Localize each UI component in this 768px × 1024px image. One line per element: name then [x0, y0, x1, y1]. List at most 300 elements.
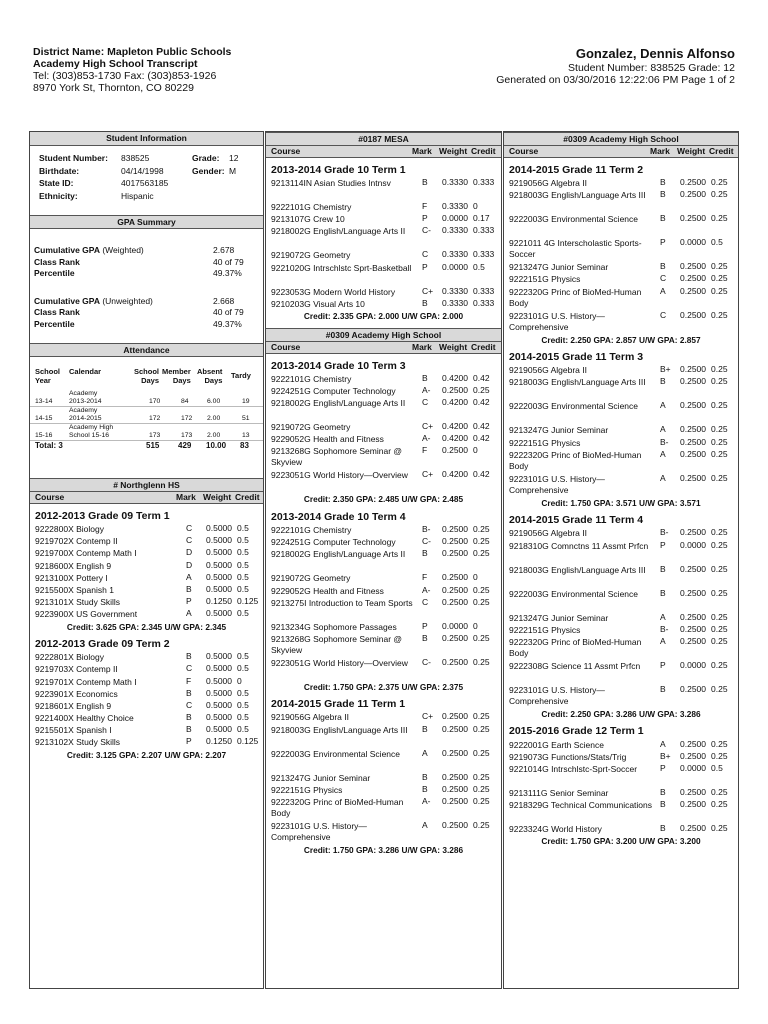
course-mark: F [422, 201, 428, 212]
course-mark: C+ [422, 711, 434, 722]
course-credit: 0.25 [711, 261, 728, 272]
course-name: 9222003G Environmental Science [271, 748, 400, 759]
course-weight: 0.2500 [442, 747, 468, 758]
course-weight: 0.2500 [680, 376, 706, 387]
course-credit: 0.25 [473, 523, 490, 534]
unweighted-percentile-value: 49.37% [213, 318, 242, 329]
course-credit: 0.333 [473, 285, 495, 296]
course-mark: B [660, 376, 666, 387]
att-school-days: 170 [149, 398, 161, 405]
course-credit: 0.5 [711, 237, 723, 248]
course-weight: 0.2500 [442, 723, 468, 734]
course-row [266, 398, 501, 422]
course-name: 9222308G Science 11 Assmt Prfcn [509, 660, 641, 671]
course-weight: 0.2500 [442, 783, 468, 794]
course-credit: 0.25 [711, 659, 728, 670]
course-credit: 0.25 [473, 723, 490, 734]
course-credit: 0.25 [711, 177, 728, 188]
column-header [30, 492, 263, 504]
course-credit: 0.5 [237, 651, 249, 662]
course-credit: 0.333 [473, 225, 495, 236]
course-weight: 0.2500 [442, 771, 468, 782]
course-credit: 0.125 [237, 596, 259, 607]
course-mark: C [186, 699, 193, 710]
course-mark: P [422, 620, 428, 631]
course-weight: 0.5000 [206, 663, 232, 674]
school-phone: Tel: (303)853-1730 Fax: (303)853-1926 [33, 70, 217, 82]
course-mark: B [422, 548, 428, 559]
course-row [504, 450, 738, 474]
course-weight: 0.2500 [442, 632, 468, 643]
ethnicity-value: Hispanic [121, 190, 154, 201]
course-mark: A [422, 747, 428, 758]
course-row [30, 677, 263, 689]
course-name: 9213101X Study Skills [35, 597, 121, 608]
att-calendar: Academy 2014-2015 [69, 407, 102, 422]
column-left [29, 131, 264, 989]
course-name: 9219700X Contemp Math I [35, 548, 137, 559]
course-credit: 0.25 [711, 309, 728, 320]
course-name: 9222320G Princ of BioMed-Human Body [509, 449, 642, 471]
course-name: 9213114IN Asian Studies Intnsv [271, 178, 391, 189]
course-name: 9218002G English/Language Arts II [271, 397, 406, 408]
course-weight: 0.5000 [206, 675, 232, 686]
term-total: Credit: 2.335 GPA: 2.000 U/W GPA: 2.000 [303, 311, 464, 321]
att-h-school-year: School Year [35, 367, 61, 385]
col-label-mark: Mark [412, 341, 432, 352]
section-title: #0309 Academy High School [504, 132, 738, 146]
course-row [504, 274, 738, 286]
att-absent-days: 2.00 [207, 432, 221, 439]
course-mark: F [422, 572, 428, 583]
course-credit: 0.42 [473, 433, 490, 444]
course-name: 9219056G Algebra II [509, 178, 587, 189]
course-name: 9223051G World History—Overview [271, 657, 408, 668]
course-mark: B+ [660, 364, 671, 375]
course-name: 9222001G Earth Science [509, 739, 604, 750]
birthdate-value: 04/14/1998 [121, 165, 164, 176]
course-name: 9224251G Computer Technology [271, 537, 396, 548]
course-row [266, 712, 501, 724]
course-credit: 0.25 [711, 623, 728, 634]
course-name: 9223101G U.S. History—Comprehensive [509, 310, 605, 332]
course-weight: 0.4200 [442, 396, 468, 407]
course-row [266, 470, 501, 494]
term-title: 2012-2013 Grade 09 Term 2 [35, 638, 170, 651]
course-name: 9223101G U.S. History—Comprehensive [271, 821, 367, 843]
course-credit: 0.5 [237, 584, 249, 594]
att-year: 15-16 [35, 432, 53, 439]
course-row [504, 311, 738, 335]
course-mark: P [660, 539, 666, 550]
section-title: # Northglenn HS [30, 478, 263, 492]
course-mark: C [186, 663, 193, 674]
course-name: 9229052G Health and Fitness [271, 585, 384, 596]
course-credit: 0.25 [473, 656, 490, 667]
course-credit: 0.5 [237, 559, 249, 570]
course-credit: 0.333 [473, 249, 495, 260]
course-name: 9213247G Junior Seminar [509, 262, 609, 273]
section-title: #0309 Academy High School [266, 328, 501, 342]
course-mark: C+ [422, 420, 434, 431]
col-label-course: Course [271, 146, 301, 156]
att-calendar: Academy High School 15-16 [69, 424, 114, 439]
course-weight: 0.2500 [442, 572, 468, 583]
course-weight: 0.2500 [680, 750, 706, 761]
course-credit: 0.5 [711, 762, 723, 773]
course-weight: 0.3330 [442, 249, 468, 260]
state-id-value: 4017563185 [121, 178, 169, 188]
course-name: 9219072G Geometry [271, 250, 351, 261]
district-name: District Name: Mapleton Public Schools [33, 46, 232, 58]
course-credit: 0.25 [711, 436, 728, 447]
course-mark: B [660, 563, 666, 574]
course-mark: B [660, 799, 666, 810]
term-title: 2014-2015 Grade 11 Term 1 [271, 698, 406, 711]
course-credit: 0.25 [711, 799, 728, 810]
course-name: 9219073G Functions/Stats/Trig [509, 751, 627, 762]
col-label-course: Course [35, 492, 65, 502]
course-name: 9218003G English/Language Arts III [509, 190, 646, 201]
col-label-credit: Credit [709, 146, 734, 156]
state-id-label: State ID: [39, 178, 74, 188]
course-name: 9210203G Visual Arts 10 [271, 298, 365, 309]
att-h-member-days: Member Days [162, 367, 191, 385]
course-row [504, 287, 738, 311]
course-row [266, 586, 501, 598]
course-name: 9222151G Physics [271, 784, 343, 795]
course-name: 9222320G Princ of BioMed-Human Body [509, 286, 642, 308]
birthdate-label: Birthdate: [39, 165, 80, 176]
course-credit: 0.5 [237, 535, 249, 546]
course-credit: 0.25 [473, 548, 490, 559]
term-title: 2014-2015 Grade 11 Term 4 [509, 514, 644, 527]
course-name: 9213102X Study Skills [35, 737, 121, 748]
course-row [504, 377, 738, 401]
course-row [266, 725, 501, 749]
term-total: Credit: 3.125 GPA: 2.207 U/W GPA: 2.207 [66, 749, 227, 760]
att-h-calendar: Calendar [69, 367, 102, 376]
course-credit: 0.25 [711, 527, 728, 538]
course-name: 9213234G Sophomore Passages [271, 621, 397, 632]
course-credit: 0.42 [473, 372, 490, 383]
course-row [266, 598, 501, 622]
att-h-absent-days: Absent Days [197, 367, 223, 385]
attendance-table [30, 365, 263, 478]
course-row [266, 250, 501, 262]
course-mark: A [660, 400, 666, 411]
course-row [504, 401, 738, 425]
course-row [504, 661, 738, 685]
course-credit: 0.25 [711, 587, 728, 598]
course-mark: P [186, 736, 192, 747]
course-weight: 0.3330 [442, 285, 468, 296]
course-weight: 0.2500 [680, 563, 706, 574]
weighted-percentile-label: Percentile [34, 268, 75, 279]
course-credit: 0.25 [473, 783, 490, 794]
course-mark: B [186, 724, 192, 735]
course-credit: 0.25 [711, 539, 728, 550]
column-header [266, 342, 501, 354]
course-row [504, 528, 738, 540]
gpa-summary-title: GPA Summary [30, 215, 263, 229]
course-name: 9222101G Chemistry [271, 524, 352, 535]
course-name: 9213111G Senior Seminar [509, 787, 609, 798]
course-name: 9218003G English/Language Arts III [509, 377, 646, 388]
course-row [266, 299, 501, 311]
att-absent-days: 6.00 [207, 398, 221, 405]
course-mark: B [660, 177, 666, 188]
course-name: 9221020G Intrschlstc Sprt-Basketball [271, 262, 412, 273]
course-name: 9222801X Biology [35, 652, 105, 663]
course-mark: B- [422, 523, 431, 534]
att-total-tardy: 83 [240, 441, 249, 450]
course-name: 9219056G Algebra II [271, 712, 349, 723]
course-weight: 0.2500 [680, 189, 706, 200]
weighted-percentile-value: 49.37% [213, 268, 242, 279]
course-name: 9218329G Technical Communications [509, 800, 653, 811]
course-weight: 0.5000 [206, 724, 232, 735]
weighted-gpa-value: 2.678 [213, 245, 235, 255]
course-row [266, 374, 501, 386]
course-weight: 0.2500 [442, 548, 468, 559]
course-name: 9213247G Junior Seminar [509, 612, 609, 623]
course-weight: 0.2500 [680, 527, 706, 538]
course-weight: 0.3330 [442, 201, 468, 212]
generated-line: Generated on 03/30/2016 12:22:06 PM Page 1 of 2 [496, 74, 735, 86]
att-total-label: Total: 3 [35, 441, 63, 450]
course-name: 9219701X Contemp Math I [35, 676, 137, 687]
course-row [266, 821, 501, 845]
course-mark: F [422, 445, 428, 456]
course-row [504, 824, 738, 836]
course-mark: P [660, 659, 666, 670]
course-name: 9224251G Computer Technology [271, 385, 396, 396]
course-mark: B [422, 632, 428, 643]
course-weight: 0.2500 [442, 796, 468, 807]
term-total: Credit: 1.750 GPA: 3.286 U/W GPA: 3.286 [303, 845, 464, 856]
term-total: Credit: 2.250 GPA: 3.286 U/W GPA: 3.286 [541, 708, 701, 719]
course-weight: 0.2500 [680, 285, 706, 296]
gender-value: M [229, 165, 237, 176]
course-row [30, 548, 263, 560]
course-name: 9223901X Economics [35, 688, 118, 699]
course-row [266, 573, 501, 585]
course-name: 9218601X English 9 [35, 700, 112, 711]
course-name: 9222101G Chemistry [271, 373, 352, 384]
course-mark: C [422, 249, 429, 260]
att-tardy: 51 [242, 415, 250, 422]
course-credit: 0 [473, 620, 478, 631]
course-row [266, 287, 501, 299]
course-weight: 0.2500 [680, 213, 706, 224]
course-weight: 0.4200 [442, 420, 468, 431]
course-weight: 0.0000 [680, 659, 706, 670]
course-mark: B [186, 687, 192, 698]
course-mark: B- [660, 527, 669, 538]
course-weight: 0.2500 [442, 584, 468, 595]
course-credit: 0.25 [473, 596, 490, 607]
course-mark: B [660, 587, 666, 598]
course-credit: 0.25 [711, 750, 728, 761]
course-credit: 0.5 [473, 261, 485, 272]
course-weight: 0.5000 [206, 547, 232, 558]
course-name: 9213107G Crew 10 [271, 214, 345, 225]
course-name: 9219072G Geometry [271, 573, 351, 584]
course-row [504, 438, 738, 450]
course-credit: 0.25 [711, 823, 728, 834]
course-credit: 0.25 [711, 364, 728, 375]
col-label-course: Course [271, 341, 301, 352]
course-name: 9223101G U.S. History—Comprehensive [509, 684, 605, 706]
course-weight: 0.5000 [206, 608, 232, 619]
course-credit: 0.5 [237, 663, 249, 674]
course-name: 9215500X Spanish 1 [35, 585, 114, 595]
course-credit: 0.25 [711, 424, 728, 435]
course-mark: B [660, 213, 666, 224]
col-label-weight: Weight [439, 146, 468, 156]
course-weight: 0.5000 [206, 571, 232, 582]
column-right [503, 131, 739, 989]
weighted-rank-label: Class Rank [34, 256, 80, 267]
course-name: 9213268G Sophomore Seminar @ Skyview [271, 633, 403, 655]
course-row [266, 263, 501, 287]
course-row [504, 685, 738, 709]
course-credit: 0.5 [237, 699, 249, 710]
district-header [33, 46, 231, 94]
course-name: 9218002G English/Language Arts II [271, 549, 406, 560]
course-name: 9213247G Junior Seminar [271, 772, 371, 783]
course-weight: 0.5000 [206, 687, 232, 698]
course-mark: B [660, 261, 666, 272]
course-credit: 0.25 [473, 796, 490, 807]
attendance-row [30, 424, 263, 441]
course-row [504, 637, 738, 661]
att-calendar: Academy 2013-2014 [69, 390, 102, 405]
course-weight: 0.5000 [206, 699, 232, 710]
course-weight: 0.4200 [442, 372, 468, 383]
course-weight: 0.0000 [680, 762, 706, 773]
course-weight: 0.2500 [680, 400, 706, 411]
course-row [504, 565, 738, 589]
term-title: 2012-2013 Grade 09 Term 1 [35, 510, 170, 522]
course-mark: A [186, 571, 192, 582]
course-mark: P [660, 762, 666, 773]
course-mark: P [660, 237, 666, 248]
course-weight: 0.2500 [442, 596, 468, 607]
course-name: 9223324G World History [509, 824, 602, 835]
student-header [496, 46, 735, 86]
course-mark: B- [660, 436, 669, 447]
course-row [504, 190, 738, 214]
course-credit: 0.25 [711, 611, 728, 622]
course-credit: 0.17 [473, 213, 490, 224]
course-credit: 0.5 [237, 712, 249, 723]
course-row [504, 589, 738, 613]
course-mark: B [660, 823, 666, 834]
course-credit: 0.42 [473, 469, 490, 480]
col-label-course: Course [509, 146, 539, 156]
course-weight: 0.2500 [680, 683, 706, 694]
term-total: Credit: 1.750 GPA: 3.200 U/W GPA: 3.200 [541, 836, 701, 847]
course-weight: 0.5000 [206, 584, 232, 594]
col-label-credit: Credit [471, 146, 496, 156]
course-row [504, 214, 738, 238]
course-weight: 0.2500 [442, 820, 468, 831]
course-credit: 0.25 [473, 747, 490, 758]
attendance-total [30, 441, 263, 452]
course-name: 9222151G Physics [509, 437, 581, 448]
course-row [504, 613, 738, 625]
course-mark: C [660, 273, 667, 284]
course-weight: 0.4200 [442, 433, 468, 444]
course-weight: 0.3330 [442, 225, 468, 236]
course-name: 9222151G Physics [509, 624, 581, 635]
course-credit: 0.25 [711, 189, 728, 200]
course-row [504, 740, 738, 752]
att-h-school-days: School Days [134, 367, 160, 385]
att-school-days: 173 [149, 432, 161, 439]
course-mark: A [660, 472, 666, 483]
att-year: 13-14 [35, 398, 53, 405]
course-credit: 0.25 [473, 771, 490, 782]
attendance-row [30, 390, 263, 407]
course-credit: 0.25 [711, 448, 728, 459]
course-mark: P [422, 213, 428, 224]
course-weight: 0.2500 [680, 448, 706, 459]
course-name: 9221011 4G Interscholastic Sports-Soccer [509, 238, 642, 260]
term-title: 2013-2014 Grade 10 Term 4 [271, 510, 406, 523]
course-name: 9223101G U.S. History—Comprehensive [509, 473, 605, 495]
col-label-mark: Mark [176, 492, 196, 502]
course-mark: F [186, 675, 192, 686]
course-credit: 0 [473, 445, 478, 456]
student-info-title: Student Information [30, 132, 263, 146]
course-credit: 0.5 [237, 523, 249, 534]
course-mark: B [422, 771, 428, 782]
course-weight: 0.0000 [442, 261, 468, 272]
att-year: 14-15 [35, 415, 53, 422]
course-mark: B [422, 177, 428, 188]
course-name: 9221400X Healthy Choice [35, 713, 134, 724]
course-weight: 0.2500 [680, 799, 706, 810]
course-row [30, 664, 263, 676]
course-row [504, 474, 738, 498]
course-weight: 0.2500 [680, 611, 706, 622]
course-weight: 0.5000 [206, 559, 232, 570]
course-name: 9222101G Chemistry [271, 202, 352, 213]
course-weight: 0.2500 [442, 711, 468, 722]
course-mark: A [660, 611, 666, 622]
course-row [504, 541, 738, 565]
course-row [266, 446, 501, 470]
term-title: 2014-2015 Grade 11 Term 2 [509, 164, 644, 176]
course-weight: 0.2500 [442, 523, 468, 534]
term-total: Credit: 1.750 GPA: 2.375 U/W GPA: 2.375 [303, 681, 464, 692]
unweighted-gpa-label: Cumulative GPA (Unweighted) [34, 295, 153, 306]
course-mark: D [186, 559, 193, 570]
term-title: 2013-2014 Grade 10 Term 1 [271, 164, 406, 176]
course-name: 9219702X Contemp II [35, 536, 118, 547]
course-name: 9222800X Biology [35, 524, 105, 535]
gpa-summary [30, 229, 263, 343]
course-mark: A [660, 635, 666, 646]
col-label-credit: Credit [471, 341, 496, 352]
course-row [504, 764, 738, 788]
course-weight: 0.2500 [680, 738, 706, 749]
course-row [30, 609, 263, 621]
attendance-row [30, 407, 263, 424]
